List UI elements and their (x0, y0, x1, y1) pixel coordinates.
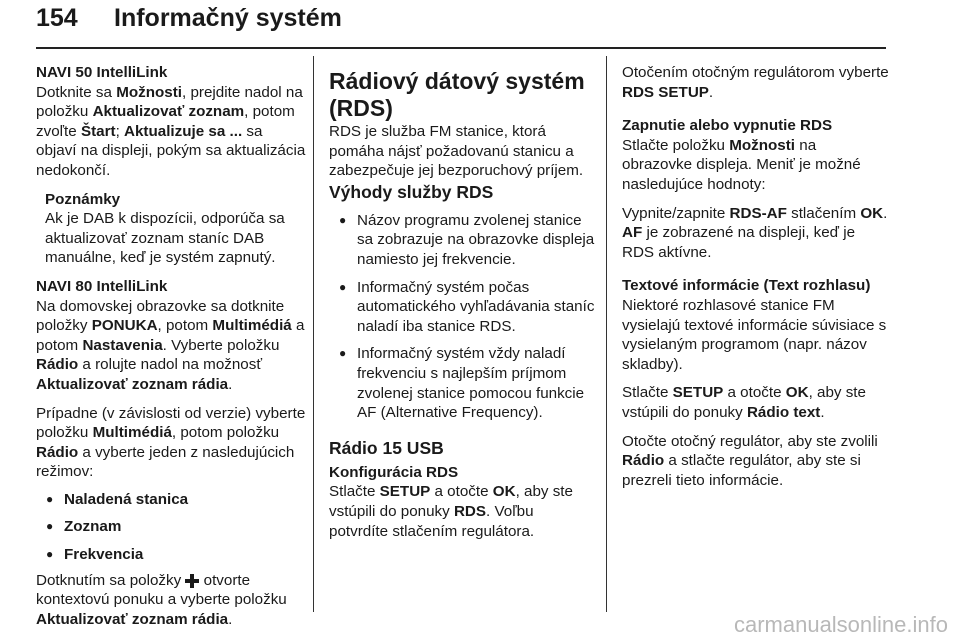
rds-intro: RDS je služba FM stanice, ktorá pomáha nájsť požadovanú stanicu a zabezpečuje jej bezporuchový príjem. (329, 123, 584, 180)
radio-usb-heading: Rádio 15 USB (329, 437, 444, 458)
mode-paragraph: Prípadne (v závislosti od verzie) vyberte položku Multimédiá, potom položku Rádio a vyberte jeden z nasledujúcich režimov: (36, 404, 306, 481)
list-item: ● Informačný systém vždy naladí frekvenciu s najlepším príjmom zvolenej stanice pomocou funkcie AF (Alternative Frequency). (329, 344, 595, 422)
header-divider (36, 47, 886, 49)
list-item: ● Frekvencia (36, 545, 306, 565)
note-text: Ak je DAB k dispozícii, odporúča sa aktualizovať zoznam staníc DAB manuálne, keď je systém zapnutý. (45, 210, 285, 267)
rds-heading: Rádiový dátový systém (RDS) (329, 68, 585, 121)
watermark: carmanualsonline.info (733, 612, 948, 637)
list-item: ● Informačný systém počas automatického vyhľadávania staníc naladí iba stanice RDS. (329, 278, 595, 337)
list-item: ● Názov programu zvolenej stanice sa zobrazuje na obrazovke displeja namiesto jej frekvencie. (329, 211, 595, 270)
list-item: ● Zoznam (36, 517, 306, 537)
note-box (36, 190, 306, 268)
text-info-paragraph-3: Otočte otočný regulátor, aby ste zvolili Rádio a stlačte regulátor, aby ste si prezreli tieto informácie. (622, 432, 878, 489)
mode-list (36, 490, 306, 565)
column-divider-2 (606, 56, 607, 612)
config-paragraph: Stlačte SETUP a otočte OK, aby ste vstúpili do ponuky RDS. Voľbu potvrdíte stlačením regulátora. (329, 483, 573, 540)
list-item: ● Naladená stanica (36, 490, 306, 510)
navi80-heading: NAVI 80 IntelliLink (36, 277, 168, 295)
rds-setup-paragraph: Otočením otočným regulátorom vyberte RDS SETUP. (622, 64, 889, 101)
text-info-paragraph-2: Stlačte SETUP a otočte OK, aby ste vstúpili do ponuky Rádio text. (622, 384, 866, 421)
page-title: Informačný systém (114, 4, 342, 32)
page-number: 154 (36, 4, 78, 32)
column-divider-1 (313, 56, 314, 612)
toggle-paragraph-2: Vypnite/zapnite RDS-AF stlačením OK. AF je zobrazené na displeji, keď je RDS aktívne. (622, 204, 888, 261)
plus-icon (185, 574, 199, 588)
config-heading: Konfigurácia RDS (329, 463, 459, 481)
toggle-heading: Zapnutie alebo vypnutie RDS (622, 117, 833, 135)
navi50-heading: NAVI 50 IntelliLink (36, 64, 168, 81)
context-menu-paragraph: Dotknutím sa položky otvorte kontextovú ponuku a vyberte položku Aktualizovať zoznam rádia. (36, 571, 287, 628)
text-info-paragraph: Niektoré rozhlasové stanice FM vysielajú textové informácie súvisiace s vysielaným programom (napr. názov skladby). (622, 296, 887, 373)
note-title: Poznámky (45, 190, 121, 208)
column-2 (329, 68, 595, 541)
navi80-paragraph: Na domovskej obrazovke sa dotknite položky PONUKA, potom Multimédiá a potom Nastavenia. Vyberte položku Rádio a rolujte nadol na možnosť Aktualizovať zoznam rádia. (36, 297, 305, 393)
page-header (36, 4, 886, 48)
column-1 (36, 63, 306, 629)
navi50-paragraph: Dotknite sa Možnosti, prejdite nadol na položku Aktualizovať zoznam, potom zvoľte Štart; Aktualizuje sa ... sa objaví na displeji, pokým sa aktualizácia nedokončí. (36, 83, 306, 179)
text-info-heading: Textové informácie (Text rozhlasu) (622, 277, 871, 295)
benefits-list (329, 211, 595, 423)
toggle-paragraph: Stlačte položku Možnosti na obrazovke displeja. Meniť je možné nasledujúce hodnoty: (622, 136, 861, 193)
benefits-heading: Výhody služby RDS (329, 181, 494, 202)
column-3 (622, 63, 890, 490)
